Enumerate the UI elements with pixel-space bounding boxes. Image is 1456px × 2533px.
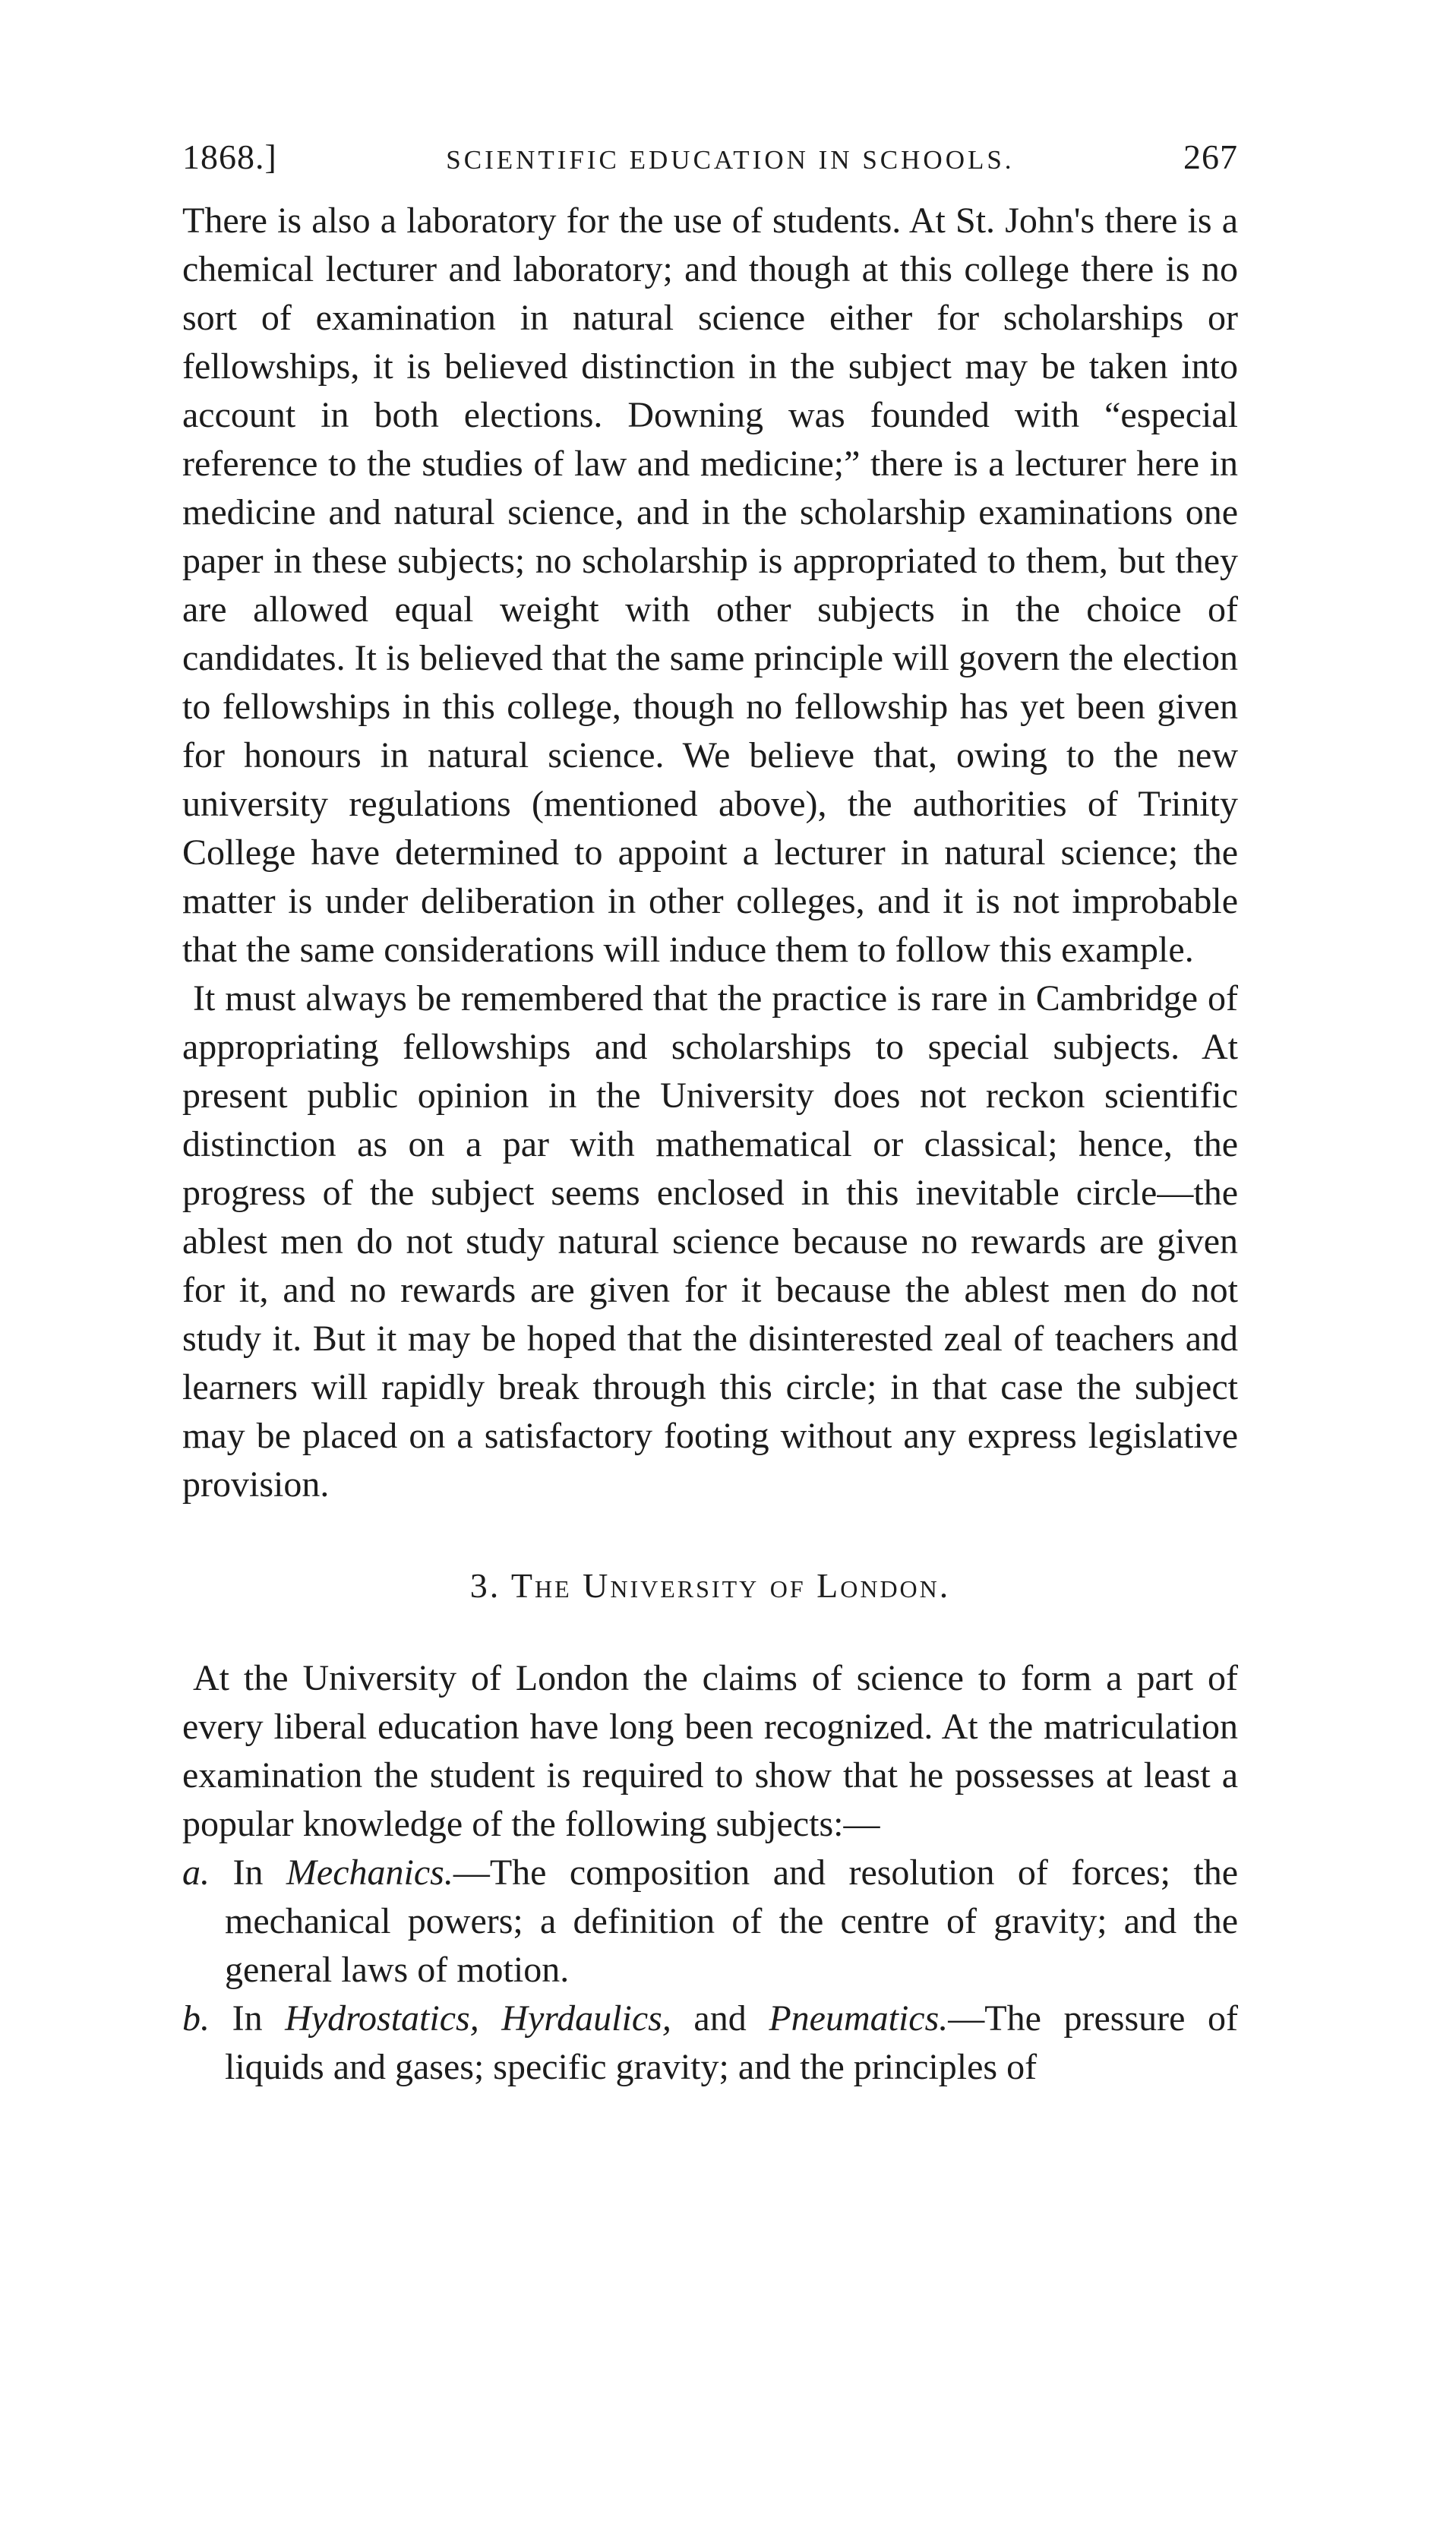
section-intro-paragraph: At the University of London the claims of science to form a part of every liberal education have long been recognized. At the matriculation examination the student is required to show that he possesses at least a popular knowledge of the following subjects:— [182, 1658, 1238, 1844]
list-item [182, 1849, 1238, 1995]
list-subject: Hydrostatics, Hyrdaulics, [285, 1998, 671, 2039]
list-prefix: In [232, 1998, 263, 2039]
list-subject: Pneumatics. [769, 1998, 949, 2039]
running-head-title: SCIENTIFIC EDUCATION IN SCHOOLS. [446, 145, 1015, 175]
section-heading: 3. The University of London. [469, 1566, 951, 1605]
list-item [182, 1995, 1238, 2092]
page-number: 267 [1183, 137, 1238, 176]
list-subject: Mechanics. [286, 1852, 453, 1893]
list-text: —The pressure of liquids and gases; specific gravity; and the principles of [225, 1998, 1239, 2087]
subject-list [182, 1849, 1238, 2092]
list-marker: b. [182, 1998, 210, 2039]
list-prefix: In [232, 1852, 264, 1893]
running-head-year: 1868.] [182, 137, 277, 176]
body-paragraph: There is also a laboratory for the use of students. At St. John's there is a chemical lecturer and laboratory; and though at this college there is no sort of examination in natural science either for scholarships or fellowships, it is believed distinction in the subject may be taken into account in both elections. Downing was founded with “especial reference to the studies of law and medicine;” there is a lecturer here in medicine and natural science, and in the scholarship examinations one paper in these subjects; no scholarship is appropriated to them, but they are allowed equal weight with other subjects in the choice of candidates. It is believed that the same principle will govern the election to fellowships in this college, though no fellowship has yet been given for honours in natural science. We believe that, owing to the new university regulations (mentioned above), the authorities of Trinity College have determined to appoint a lecturer in natural science; the matter is under deliberation in other colleges, and it is not improbable that the same considerations will induce them to follow this example. [182, 201, 1238, 970]
list-joiner: and [693, 1998, 747, 2039]
running-head [182, 137, 1238, 177]
list-marker: a. [182, 1852, 210, 1893]
list-text: —The composition and resolution of forces; the mechanical powers; a definition of the centre of gravity; and the general laws of motion. [225, 1852, 1239, 1990]
body-paragraph: It must always be remembered that the practice is rare in Cambridge of appropriating fellowships and scholarships to special subjects. At present public opinion in the University does not reckon scientific distinction as on a par with mathematical or classical; hence, the progress of the subject seems enclosed in this inevitable circle—the ablest men do not study natural science because no rewards are given for it, and no rewards are given for it because the ablest men do not study it. But it may be hoped that the disinterested zeal of teachers and learners will rapidly break through this circle; in that case the subject may be placed on a satisfactory footing without any express legislative provision. [182, 978, 1238, 1505]
book-page [182, 137, 1238, 2092]
